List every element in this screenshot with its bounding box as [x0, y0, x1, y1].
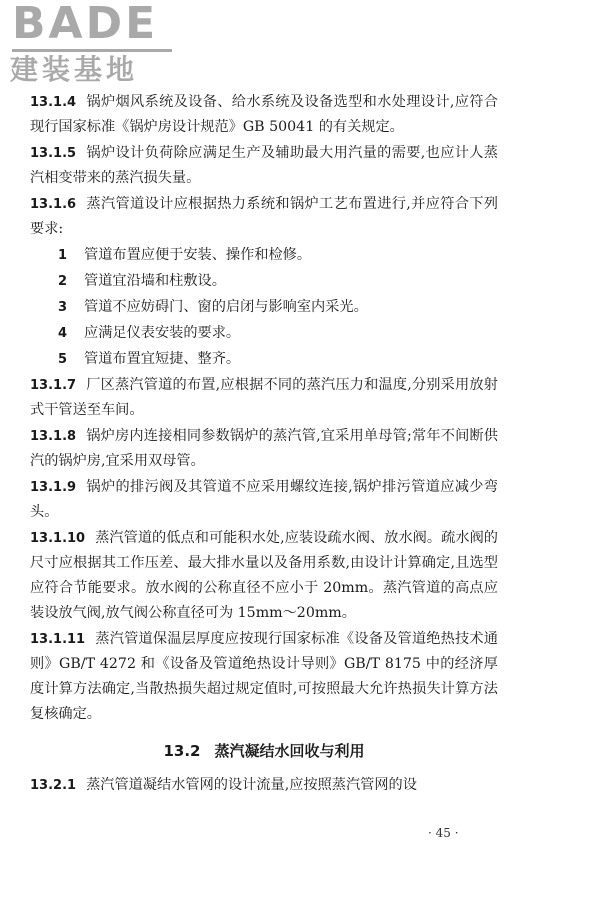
list-item-number: 3 [58, 300, 68, 315]
clause-number: 13.1.8 [30, 429, 77, 444]
clause-text: 厂区蒸汽管道的布置,应根据不同的蒸汽压力和温度,分别采用放射式干管送至车间。 [30, 377, 498, 418]
publisher-logo [8, 0, 178, 90]
list-item [30, 321, 498, 346]
list-item [30, 269, 498, 294]
section-heading [30, 739, 498, 763]
clause-number: 13.1.7 [30, 378, 77, 393]
clause-number: 13.1.9 [30, 480, 77, 495]
list-item [30, 243, 498, 268]
clause-number: 13.1.4 [30, 95, 77, 110]
clause-13-1-10 [30, 526, 498, 626]
clause-text: 蒸汽管道凝结水管网的设计流量,应按照蒸汽管网的设 [86, 777, 417, 793]
clause-number: 13.1.10 [30, 531, 86, 546]
clause-text: 锅炉房内连接相同参数锅炉的蒸汽管,宜采用单母管;常年不间断供汽的锅炉房,宜采用双母管。 [30, 428, 498, 469]
list-item-number: 4 [58, 326, 68, 341]
clause-13-1-5 [30, 141, 498, 191]
list-item-number: 2 [58, 274, 68, 289]
list-item-text: 应满足仪表安装的要求。 [84, 325, 241, 341]
list-item-number: 5 [58, 352, 68, 367]
list-item-number: 1 [58, 248, 68, 263]
logo-text-bottom: 建装基地 [10, 53, 139, 86]
clause-number: 13.2.1 [30, 778, 77, 793]
clause-13-1-6 [30, 192, 498, 242]
section-title: 蒸汽凝结水回收与利用 [214, 742, 365, 760]
clause-13-1-8 [30, 424, 498, 474]
document-body [30, 90, 498, 799]
list-item-text: 管道不应妨碍门、窗的启闭与影响室内采光。 [84, 299, 368, 315]
clause-text: 锅炉烟风系统及设备、给水系统及设备选型和水处理设计,应符合现行国家标准《锅炉房设计规范》GB 50041 的有关规定。 [30, 94, 498, 135]
clause-13-1-9 [30, 475, 498, 525]
logo-divider [12, 49, 172, 52]
clause-text: 蒸汽管道的低点和可能积水处,应装设疏水阀、放水阀。疏水阀的尺寸应根据其工作压差、最大排水量以及备用系数,由设计计算确定,且选型应符合节能要求。放水阀的公称直径不应小于 20mm。蒸汽管道的高点应装设放气阀,放气阀公称直径可为 15mm～20mm。 [30, 530, 498, 621]
clause-text: 锅炉的排污阀及其管道不应采用螺纹连接,锅炉排污管道应减少弯头。 [30, 479, 498, 520]
clause-13-1-7 [30, 373, 498, 423]
clause-text: 蒸汽管道保温层厚度应按现行国家标准《设备及管道绝热技术通则》GB/T 4272 和《设备及管道绝热设计导则》GB/T 8175 中的经济厚度计算方法确定,当散热损失超过规定值时,可按照最大允许热损失计算方法复核确定。 [30, 631, 498, 722]
clause-number: 13.1.11 [30, 632, 86, 647]
clause-number: 13.1.6 [30, 197, 77, 212]
section-number: 13.2 [163, 742, 201, 760]
clause-text: 锅炉设计负荷除应满足生产及辅助最大用汽量的需要,也应计人蒸汽相变带来的蒸汽损失量。 [30, 145, 498, 186]
list-item-text: 管道布置宜短捷、整齐。 [84, 351, 241, 367]
list-item-text: 管道宜沿墙和柱敷设。 [84, 273, 226, 289]
list-item [30, 347, 498, 372]
clause-13-1-4 [30, 90, 498, 140]
logo-text-top: BADE [12, 0, 159, 49]
clause-13-2-1 [30, 773, 498, 798]
list-item-text: 管道布置应便于安装、操作和检修。 [84, 247, 312, 263]
list-item [30, 295, 498, 320]
page-number: · 45 · [428, 826, 459, 840]
clause-number: 13.1.5 [30, 146, 77, 161]
clause-text: 蒸汽管道设计应根据热力系统和锅炉工艺布置进行,并应符合下列要求: [30, 196, 498, 237]
clause-13-1-11 [30, 627, 498, 727]
